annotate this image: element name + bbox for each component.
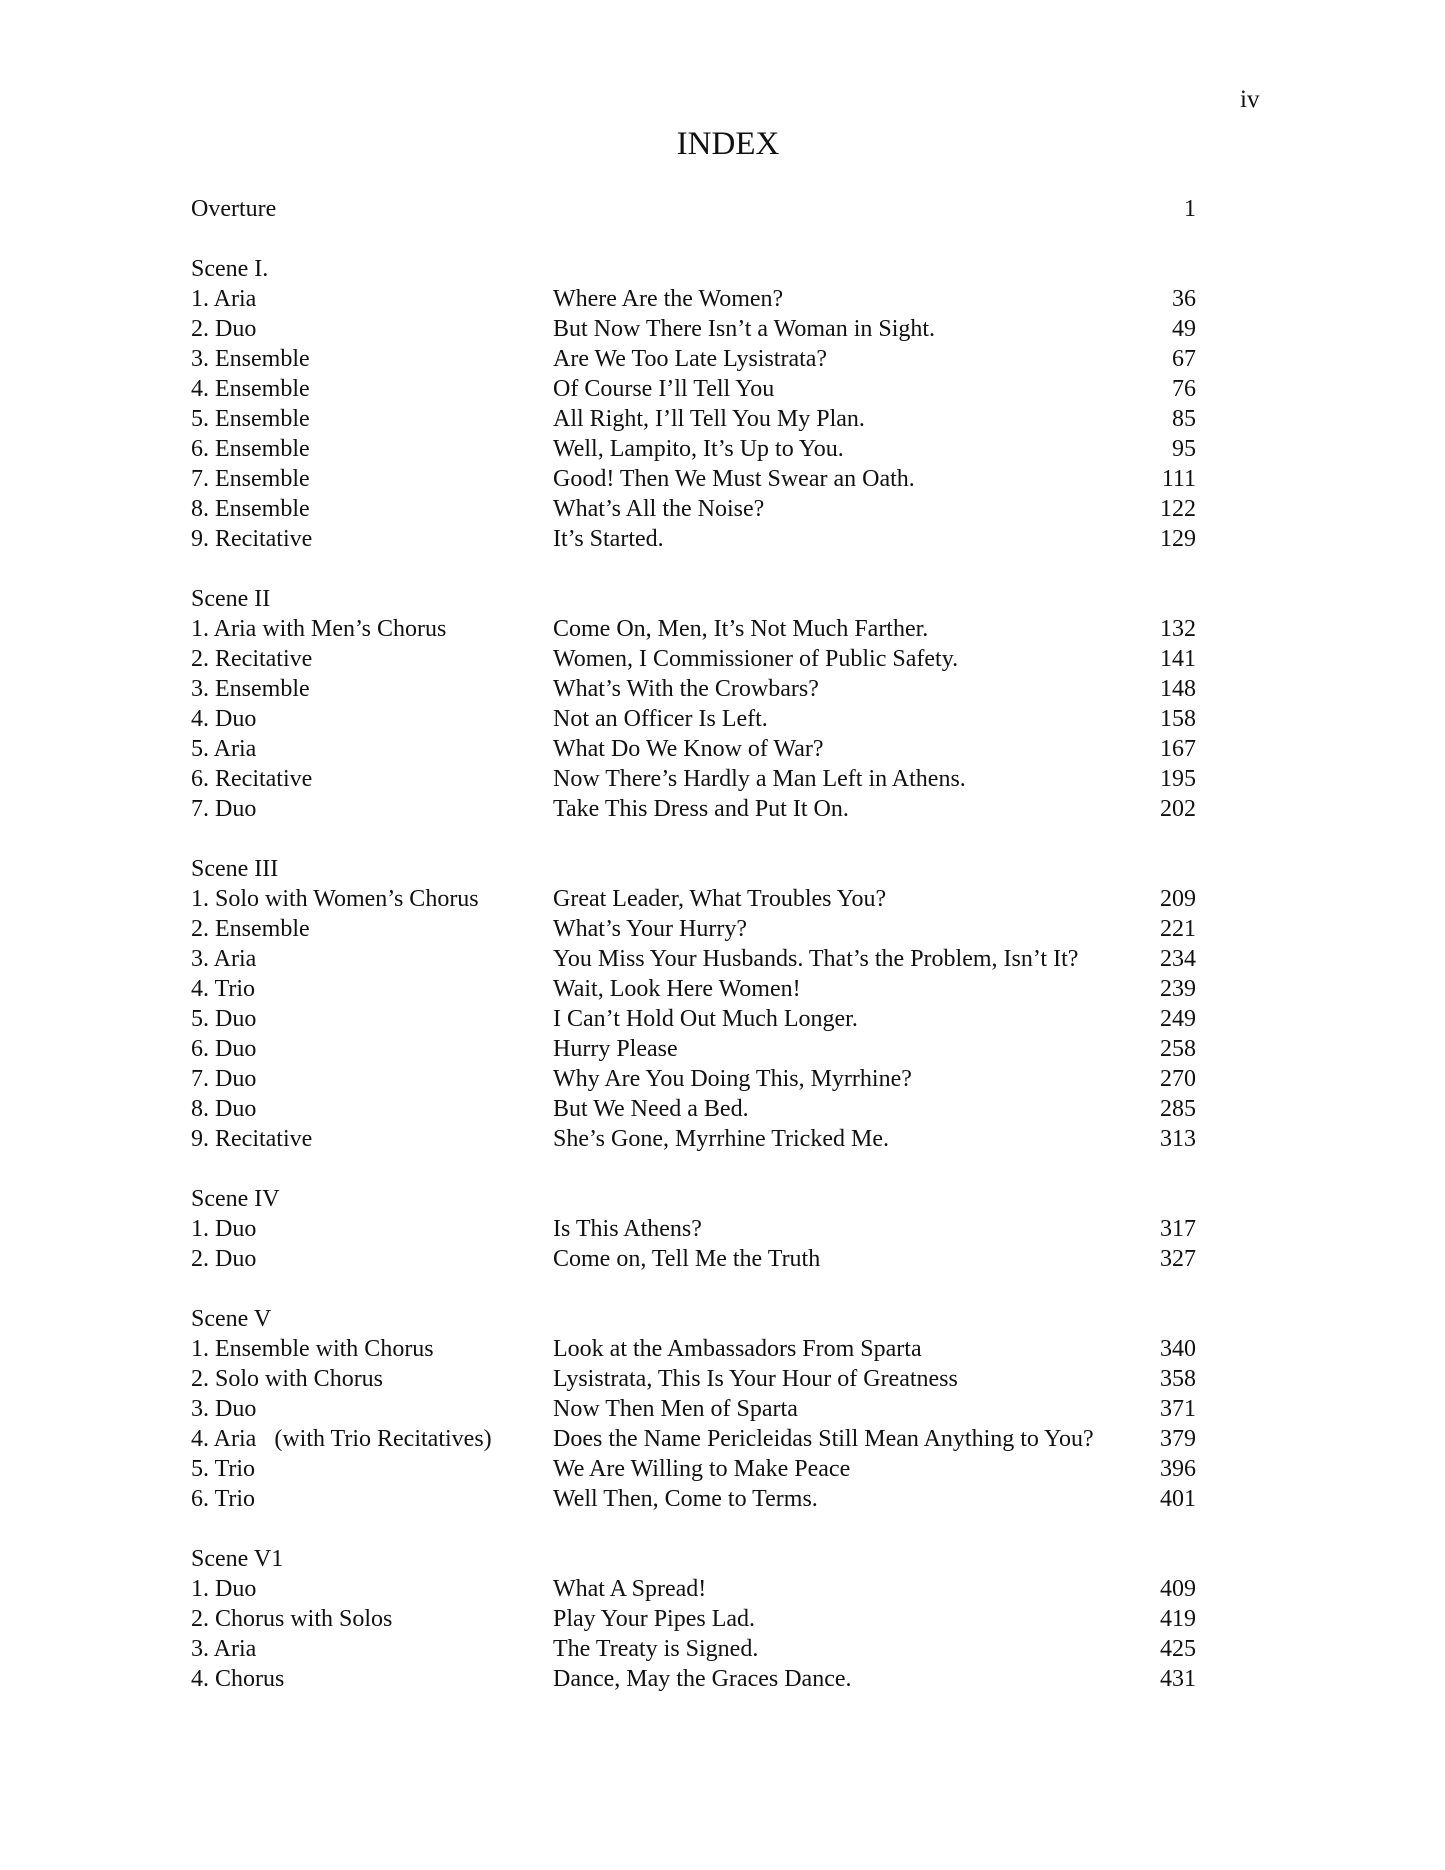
entry-kind: 1. Solo with Women’s Chorus	[191, 886, 479, 912]
entry-title: What A Spread!	[553, 1576, 707, 1602]
entry-title: It’s Started.	[553, 526, 664, 552]
index-entry	[191, 1424, 1196, 1454]
index-entry	[191, 1604, 1196, 1634]
entry-page: 195	[1160, 766, 1196, 792]
entry-kind: 6. Recitative	[191, 766, 313, 792]
entry-kind: 1. Duo	[191, 1576, 257, 1602]
index-entry	[191, 284, 1196, 314]
index-entry	[191, 764, 1196, 794]
entry-page: 409	[1160, 1576, 1196, 1602]
entry-kind: 9. Recitative	[191, 1126, 313, 1152]
entry-kind: 3. Ensemble	[191, 346, 310, 372]
entry-title: Come On, Men, It’s Not Much Farther.	[553, 616, 929, 642]
entry-page: 209	[1160, 886, 1196, 912]
entry-page: 239	[1160, 976, 1196, 1002]
index-entry	[191, 1244, 1196, 1274]
entry-title: Well Then, Come to Terms.	[553, 1486, 818, 1512]
entry-page: 76	[1172, 376, 1196, 402]
entry-page: 379	[1160, 1426, 1196, 1452]
entry-title: What’s With the Crowbars?	[553, 676, 819, 702]
entry-page: 85	[1172, 406, 1196, 432]
entry-page: 419	[1160, 1606, 1196, 1632]
index-entry	[191, 1214, 1196, 1244]
index-entry	[191, 494, 1196, 524]
scene-heading: Scene III	[191, 856, 279, 882]
entry-page: 141	[1160, 646, 1196, 672]
entry-page: 371	[1160, 1396, 1196, 1422]
index-entry	[191, 524, 1196, 554]
index-entry	[191, 884, 1196, 914]
page-title: INDEX	[676, 126, 780, 162]
entry-title: Now Then Men of Sparta	[553, 1396, 798, 1422]
entry-kind: 2. Chorus with Solos	[191, 1606, 393, 1632]
entry-kind: 7. Ensemble	[191, 466, 310, 492]
scene-heading: Scene V	[191, 1306, 272, 1332]
index-entry	[191, 734, 1196, 764]
entry-title: What’s All the Noise?	[553, 496, 765, 522]
entry-kind: 2. Duo	[191, 316, 257, 342]
entry-title: Hurry Please	[553, 1036, 678, 1062]
scene-section	[191, 584, 1196, 824]
section-spacer	[191, 1514, 1196, 1544]
section-spacer	[191, 224, 1196, 254]
entry-title: Lysistrata, This Is Your Hour of Greatness	[553, 1366, 958, 1392]
entry-title: Is This Athens?	[553, 1216, 702, 1242]
section-spacer	[191, 824, 1196, 854]
scenes-container	[191, 224, 1196, 1694]
index-entry	[191, 614, 1196, 644]
entry-kind: 3. Aria	[191, 1636, 257, 1662]
entry-title: I Can’t Hold Out Much Longer.	[553, 1006, 858, 1032]
entry-title: What’s Your Hurry?	[553, 916, 747, 942]
entry-page: 258	[1160, 1036, 1196, 1062]
index-entry	[191, 1364, 1196, 1394]
entry-page: 425	[1160, 1636, 1196, 1662]
scene-section	[191, 1184, 1196, 1274]
entry-title: Where Are the Women?	[553, 286, 784, 312]
overture-page: 1	[1184, 196, 1196, 222]
index-entry	[191, 1034, 1196, 1064]
index-entry	[191, 1064, 1196, 1094]
scene-section	[191, 854, 1196, 1154]
entry-page: 327	[1160, 1246, 1196, 1272]
entry-kind: 3. Duo	[191, 1396, 257, 1422]
index-entry	[191, 1124, 1196, 1154]
index-list	[191, 194, 1196, 1694]
entry-kind: 4. Chorus	[191, 1666, 285, 1692]
entry-title: Does the Name Pericleidas Still Mean Anything to You?	[553, 1426, 1094, 1452]
entry-title: Look at the Ambassadors From Sparta	[553, 1336, 922, 1362]
entry-page: 285	[1160, 1096, 1196, 1122]
entry-page: 95	[1172, 436, 1196, 462]
entry-kind: 8. Duo	[191, 1096, 257, 1122]
entry-kind: 1. Aria with Men’s Chorus	[191, 616, 447, 642]
entry-title: Play Your Pipes Lad.	[553, 1606, 756, 1632]
entry-kind: 6. Trio	[191, 1486, 256, 1512]
entry-page: 148	[1160, 676, 1196, 702]
scene-heading: Scene II	[191, 586, 271, 612]
entry-kind: 2. Solo with Chorus	[191, 1366, 384, 1392]
index-entry	[191, 1574, 1196, 1604]
entry-kind: 2. Duo	[191, 1246, 257, 1272]
entry-title: We Are Willing to Make Peace	[553, 1456, 851, 1482]
entry-title: Women, I Commissioner of Public Safety.	[553, 646, 959, 672]
index-entry	[191, 314, 1196, 344]
overture-label: Overture	[191, 196, 277, 222]
entry-title: Why Are You Doing This, Myrrhine?	[553, 1066, 912, 1092]
overture-row	[191, 194, 1196, 224]
scene-heading: Scene IV	[191, 1186, 280, 1212]
section-spacer	[191, 554, 1196, 584]
index-entry	[191, 974, 1196, 1004]
entry-kind: 7. Duo	[191, 796, 257, 822]
entry-page: 221	[1160, 916, 1196, 942]
entry-title: Great Leader, What Troubles You?	[553, 886, 887, 912]
entry-page: 132	[1160, 616, 1196, 642]
scene-section	[191, 254, 1196, 554]
index-entry	[191, 344, 1196, 374]
entry-kind: 5. Duo	[191, 1006, 257, 1032]
section-spacer	[191, 1274, 1196, 1304]
entry-kind: 4. Duo	[191, 706, 257, 732]
entry-title: The Treaty is Signed.	[553, 1636, 759, 1662]
entry-kind: 1. Aria	[191, 286, 257, 312]
entry-kind: 4. Trio	[191, 976, 256, 1002]
entry-title: Now There’s Hardly a Man Left in Athens.	[553, 766, 966, 792]
index-entry	[191, 674, 1196, 704]
index-entry	[191, 1634, 1196, 1664]
entry-kind: 5. Aria	[191, 736, 257, 762]
entry-page: 234	[1160, 946, 1196, 972]
entry-page: 129	[1160, 526, 1196, 552]
entry-title: Come on, Tell Me the Truth	[553, 1246, 821, 1272]
entry-kind: 3. Ensemble	[191, 676, 310, 702]
entry-page: 67	[1172, 346, 1196, 372]
entry-title: Take This Dress and Put It On.	[553, 796, 849, 822]
entry-page: 358	[1160, 1366, 1196, 1392]
entry-page: 340	[1160, 1336, 1196, 1362]
index-entry	[191, 1394, 1196, 1424]
index-entry	[191, 704, 1196, 734]
scene-section	[191, 1544, 1196, 1694]
entry-kind: 2. Recitative	[191, 646, 313, 672]
index-entry	[191, 434, 1196, 464]
entry-kind: 5. Trio	[191, 1456, 256, 1482]
entry-title: You Miss Your Husbands. That’s the Problem, Isn’t It?	[553, 946, 1079, 972]
entry-title: Not an Officer Is Left.	[553, 706, 768, 732]
entry-kind: 6. Duo	[191, 1036, 257, 1062]
entry-page: 431	[1160, 1666, 1196, 1692]
index-entry	[191, 404, 1196, 434]
entry-page: 122	[1160, 496, 1196, 522]
entry-title: All Right, I’ll Tell You My Plan.	[553, 406, 865, 432]
index-entry	[191, 1664, 1196, 1694]
index-entry	[191, 1004, 1196, 1034]
entry-kind: 8. Ensemble	[191, 496, 310, 522]
entry-kind: 6. Ensemble	[191, 436, 310, 462]
index-entry	[191, 914, 1196, 944]
section-spacer	[191, 1154, 1196, 1184]
entry-page: 270	[1160, 1066, 1196, 1092]
entry-title: Good! Then We Must Swear an Oath.	[553, 466, 915, 492]
entry-page: 111	[1161, 466, 1196, 492]
page-number: iv	[1240, 86, 1260, 113]
entry-kind: 7. Duo	[191, 1066, 257, 1092]
entry-page: 36	[1172, 286, 1196, 312]
entry-title: What Do We Know of War?	[553, 736, 824, 762]
entry-title: Well, Lampito, It’s Up to You.	[553, 436, 844, 462]
entry-page: 396	[1160, 1456, 1196, 1482]
entry-kind: 9. Recitative	[191, 526, 313, 552]
entry-page: 313	[1160, 1126, 1196, 1152]
index-entry	[191, 644, 1196, 674]
entry-page: 167	[1160, 736, 1196, 762]
entry-kind: 1. Duo	[191, 1216, 257, 1242]
index-entry	[191, 1334, 1196, 1364]
scene-heading: Scene I.	[191, 256, 269, 282]
entry-title: But Now There Isn’t a Woman in Sight.	[553, 316, 936, 342]
entry-page: 401	[1160, 1486, 1196, 1512]
index-entry	[191, 1484, 1196, 1514]
entry-page: 49	[1172, 316, 1196, 342]
entry-kind: 4. Ensemble	[191, 376, 310, 402]
entry-kind: 1. Ensemble with Chorus	[191, 1336, 434, 1362]
index-entry	[191, 794, 1196, 824]
scene-section	[191, 1304, 1196, 1514]
entry-page: 249	[1160, 1006, 1196, 1032]
entry-page: 202	[1160, 796, 1196, 822]
entry-title: Are We Too Late Lysistrata?	[553, 346, 828, 372]
entry-title: Of Course I’ll Tell You	[553, 376, 775, 402]
entry-page: 158	[1160, 706, 1196, 732]
index-entry	[191, 944, 1196, 974]
entry-kind: 4. Aria (with Trio Recitatives)	[191, 1426, 492, 1452]
entry-title: She’s Gone, Myrrhine Tricked Me.	[553, 1126, 889, 1152]
scene-heading: Scene V1	[191, 1546, 284, 1572]
entry-title: But We Need a Bed.	[553, 1096, 749, 1122]
entry-kind: 5. Ensemble	[191, 406, 310, 432]
entry-title: Wait, Look Here Women!	[553, 976, 801, 1002]
index-entry	[191, 1454, 1196, 1484]
index-entry	[191, 1094, 1196, 1124]
entry-kind: 2. Ensemble	[191, 916, 310, 942]
entry-page: 317	[1160, 1216, 1196, 1242]
index-entry	[191, 464, 1196, 494]
entry-title: Dance, May the Graces Dance.	[553, 1666, 852, 1692]
index-entry	[191, 374, 1196, 404]
entry-kind: 3. Aria	[191, 946, 257, 972]
